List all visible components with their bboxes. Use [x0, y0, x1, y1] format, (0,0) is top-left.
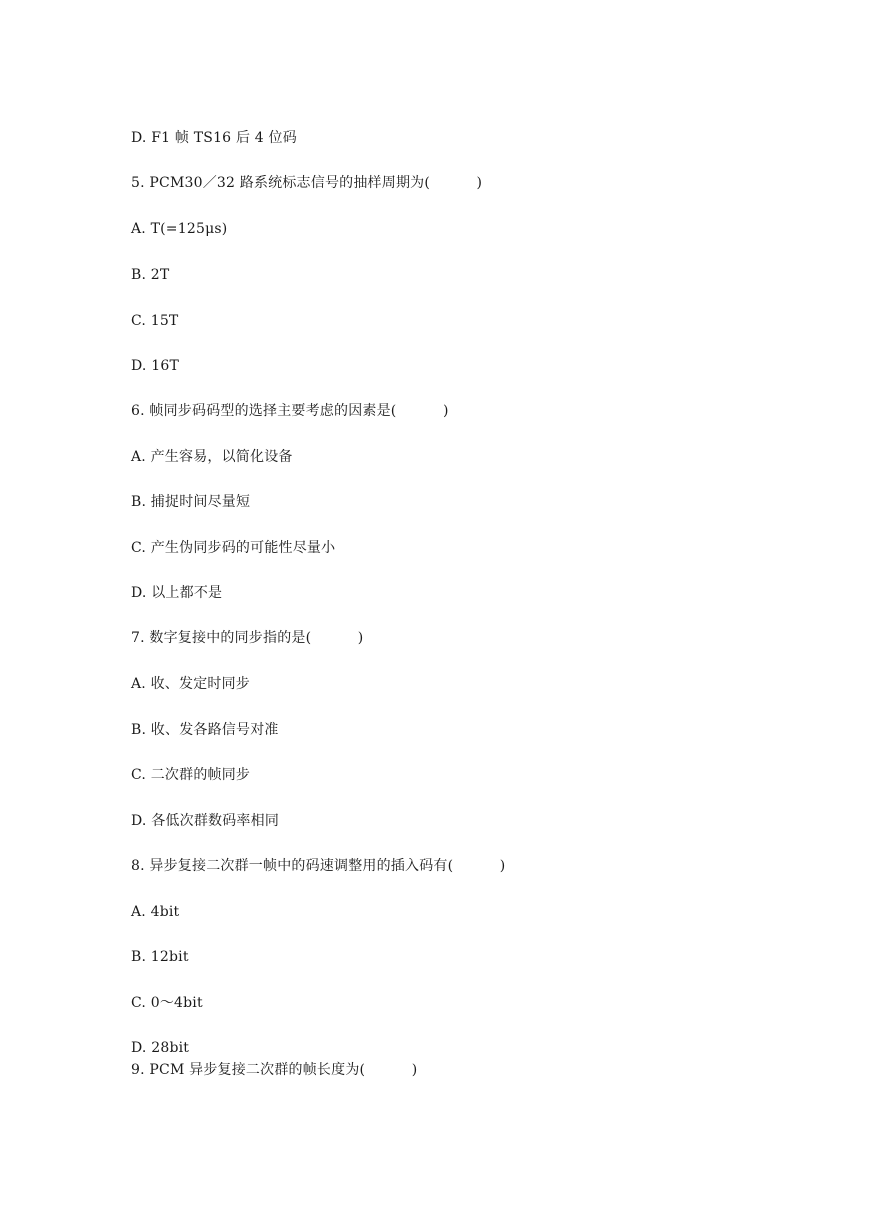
option-d-q4: D. F1 帧 TS16 后 4 位码 — [131, 130, 297, 146]
option-d-q7: D. 各低次群数码率相同 — [131, 813, 280, 829]
option-c-q6: C. 产生伪同步码的可能性尽量小 — [131, 540, 336, 556]
option-b-q5: B. 2T — [131, 267, 170, 283]
option-c-q7: C. 二次群的帧同步 — [131, 767, 251, 783]
option-b-q8: B. 12bit — [131, 949, 189, 965]
option-c-q8: C. 0～4bit — [131, 995, 203, 1011]
question-9: 9. PCM 异步复接二次群的帧长度为( ) — [131, 1062, 418, 1078]
option-b-q7: B. 收、发各路信号对准 — [131, 722, 279, 738]
option-a-q7: A. 收、发定时同步 — [131, 676, 251, 692]
question-8: 8. 异步复接二次群一帧中的码速调整用的插入码有( ) — [131, 858, 506, 874]
option-a-q5: A. T(=125μs) — [131, 221, 228, 237]
option-d-q8: D. 28bit — [131, 1040, 190, 1056]
option-a-q8: A. 4bit — [131, 904, 180, 920]
option-b-q6: B. 捕捉时间尽量短 — [131, 494, 251, 510]
question-5: 5. PCM30／32 路系统标志信号的抽样周期为( ) — [131, 175, 483, 191]
option-d-q6: D. 以上都不是 — [131, 585, 223, 601]
option-c-q5: C. 15T — [131, 313, 179, 329]
option-d-q5: D. 16T — [131, 358, 179, 374]
question-6: 6. 帧同步码码型的选择主要考虑的因素是( ) — [131, 403, 449, 419]
option-a-q6: A. 产生容易，以简化设备 — [131, 449, 293, 465]
question-7: 7. 数字复接中的同步指的是( ) — [131, 630, 364, 646]
